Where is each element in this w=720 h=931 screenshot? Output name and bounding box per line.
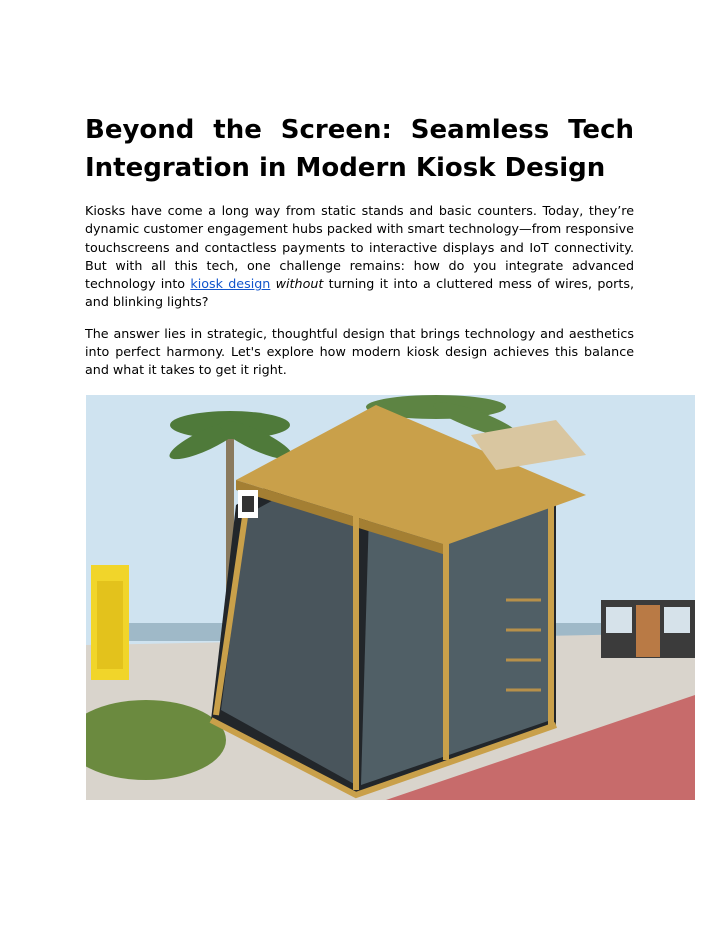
intro-text-end: turning it into a cluttered mess of wires, ports, and blinking lights? bbox=[85, 276, 634, 310]
intro-text: Kiosks have come a long way from static stands and basic counters. Today, they’re dynamic customer engagement hubs packed with smart technology—from responsive touchscreens and contactless payments to interactive displays and IoT connectivity. But with all this tech, one challenge remains: how do you integrate advanced technology into bbox=[85, 203, 634, 292]
kiosk-design-link[interactable]: kiosk design bbox=[190, 276, 271, 292]
article-title: Beyond the Screen: Seamless Tech Integration in Modern Kiosk Design bbox=[85, 115, 634, 183]
emphasis-without: without bbox=[275, 276, 324, 292]
intro-paragraph bbox=[85, 202, 634, 312]
kiosk-photo bbox=[86, 395, 695, 800]
article bbox=[85, 111, 634, 380]
kiosk-illustration bbox=[86, 395, 695, 800]
second-paragraph: The answer lies in strategic, thoughtful design that brings technology and aesthetics into perfect harmony. Let's explore how modern kiosk design achieves this balance and what it takes to get it right. bbox=[85, 325, 634, 378]
